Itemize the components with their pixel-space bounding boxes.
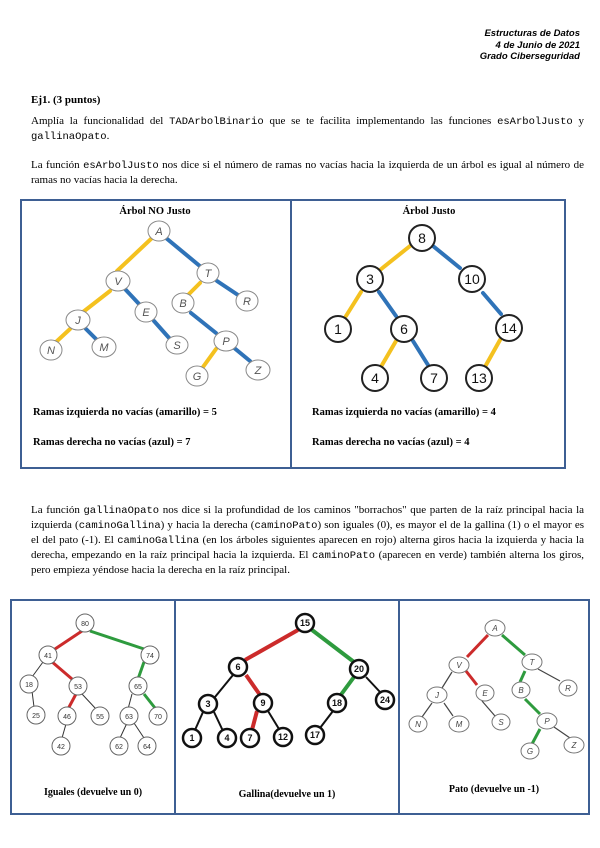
- edge-t-r: [217, 281, 238, 295]
- p3-label-B: B: [518, 686, 524, 695]
- label-6: 6: [400, 321, 408, 337]
- p1-edge-63-62: [120, 723, 127, 738]
- p3-label-V: V: [456, 661, 462, 670]
- p2-edge-9-7: [252, 711, 257, 730]
- p2-edge-20-18: [340, 677, 354, 696]
- label-J: J: [75, 315, 81, 327]
- p2-label-17: 17: [309, 730, 321, 740]
- left-blue-count: Ramas derecha no vacías (azul) = 7: [33, 437, 191, 448]
- code-esarboljusto: esArbolJusto: [497, 116, 573, 128]
- p3-label-P: P: [544, 717, 550, 726]
- document-header: [480, 28, 580, 63]
- edge-a-v: [117, 238, 152, 271]
- justo-trees: [20, 199, 566, 469]
- p3-edge-a-v: [467, 635, 488, 657]
- panel-left-title: Árbol NO Justo: [119, 206, 191, 217]
- p3-edge-p-z: [554, 727, 570, 738]
- p3-label-J: J: [435, 691, 439, 700]
- p2-label-4: 4: [224, 733, 230, 743]
- label-G: G: [192, 371, 202, 383]
- edge-8-3: [380, 246, 410, 270]
- edge-p-z: [233, 347, 250, 361]
- gallina-pato-trees: [10, 599, 590, 815]
- right-yellow-count: Ramas izquierda no vacías (amarillo) = 4: [312, 407, 496, 418]
- p1-label-42: 42: [57, 744, 65, 751]
- p1-label-25: 25: [32, 713, 40, 720]
- caption-pato: Pato (devuelve un -1): [448, 784, 540, 795]
- label-Z: Z: [254, 365, 262, 377]
- p1-label-80: 80: [81, 621, 89, 628]
- label-10: 10: [464, 271, 480, 287]
- caption-iguales: Iguales (devuelve un 0): [43, 787, 143, 798]
- label-N: N: [47, 345, 55, 357]
- p2-edge-6-9: [246, 675, 260, 695]
- p3-edge-b-p: [525, 699, 540, 714]
- p2-label-1: 1: [189, 733, 195, 743]
- label-P: P: [222, 336, 230, 348]
- p2-label-12: 12: [277, 732, 289, 742]
- degree-name: Grado Ciberseguridad: [479, 51, 580, 62]
- p2-edge-6-3: [215, 675, 233, 697]
- p1-label-18: 18: [25, 682, 33, 689]
- p3-label-S: S: [498, 718, 504, 727]
- edge-3-1: [346, 292, 361, 316]
- intro-paragraph: Amplía la funcionalidad del TADArbolBinario que se te facilita implementando las funciones esArbolJusto y gallinaOpato.: [31, 115, 584, 143]
- edge-10-14: [483, 293, 501, 314]
- p1-label-65: 65: [134, 684, 142, 691]
- label-B: B: [179, 298, 187, 310]
- p3-label-N: N: [415, 720, 421, 729]
- p2-edge-3-1: [195, 712, 203, 730]
- p2-label-3: 3: [205, 699, 211, 709]
- p2-label-9: 9: [260, 698, 266, 708]
- edge-v-e: [125, 289, 140, 305]
- p1-label-46: 46: [63, 714, 71, 721]
- p2-edge-15-6: [245, 630, 298, 660]
- p1-label-53: 53: [74, 684, 82, 691]
- label-7: 7: [430, 370, 438, 386]
- p1-edge-80-74: [90, 631, 144, 649]
- definition-esarboljusto: La función esArbolJusto nos dice si el número de ramas no vacías hacia la izquierda de un árbol es igual al número de ramas no vacías hacia la derecha.: [31, 159, 584, 186]
- exam-date: 4 de Junio de 2021: [495, 39, 580, 51]
- p1-edge-74-65: [138, 662, 144, 679]
- p1-edge-65-70: [144, 694, 155, 708]
- p2-label-24: 24: [379, 695, 391, 705]
- p1-edge-80-41: [52, 631, 82, 651]
- p1-label-62: 62: [115, 744, 123, 751]
- p1-label-74: 74: [146, 653, 154, 660]
- p2-label-15: 15: [299, 618, 311, 628]
- label-V: V: [114, 276, 122, 288]
- edge-3-6: [379, 292, 396, 316]
- definition-gallinaopato: La función gallinaOpato nos dice si la profundidad de los caminos "borrachos" que parten de la raíz principal hacia la izquierda (caminoGallina) y hacia la derecha (caminoPato) son iguales (0), es mayor el de la gallina (1) o el mayor es el del pato (-1). El caminoGallina (en los árboles siguientes aparecen en rojo) alterna giros hacia la izquierda y hacia la derecha, empezando en la raíz principal hacia la izquierda. El caminoPato (aparecen en verde) también alterna los giros, pero empieza yéndose hacia la derecha en la raíz principal.: [31, 504, 585, 576]
- p2-label-6: 6: [235, 662, 241, 672]
- p2-edge-9-12: [268, 711, 279, 729]
- course-name: Estructuras de Datos: [484, 28, 580, 39]
- p1-label-64: 64: [143, 744, 151, 751]
- p3-label-Z: Z: [571, 741, 577, 750]
- p2-edge-3-4: [214, 712, 223, 731]
- label-14: 14: [501, 320, 517, 336]
- label-8: 8: [418, 230, 426, 246]
- p1-label-70: 70: [154, 714, 162, 721]
- label-A: A: [155, 226, 163, 238]
- label-4: 4: [371, 370, 379, 386]
- p2-edge-18-17: [320, 711, 333, 728]
- label-13: 13: [471, 370, 487, 386]
- label-E: E: [142, 307, 150, 319]
- p1-edge-46-42: [62, 724, 66, 738]
- p3-edge-j-m: [444, 703, 453, 716]
- code-tad: TADArbolBinario: [169, 116, 264, 128]
- p2-edge-20-24: [366, 677, 380, 692]
- edge-j-n: [56, 329, 70, 342]
- p3-edge-t-r: [538, 669, 560, 681]
- exercise-title: Ej1. (3 puntos): [31, 94, 101, 106]
- edge-14-13: [486, 340, 500, 365]
- p3-label-A: A: [492, 624, 498, 633]
- edge-8-10: [433, 246, 460, 268]
- p1-edge-53-46: [68, 694, 76, 709]
- p3-edge-t-b: [520, 671, 525, 682]
- p2-label-20: 20: [353, 664, 365, 674]
- p1-edge-18-25: [32, 691, 34, 707]
- p2-label-7: 7: [247, 733, 253, 743]
- label-3: 3: [366, 271, 374, 287]
- code-gallinaopato: gallinaOpato: [31, 131, 107, 143]
- label-T: T: [204, 268, 212, 280]
- p3-label-G: G: [526, 747, 534, 756]
- p1-label-63: 63: [125, 714, 133, 721]
- p2-label-18: 18: [331, 698, 343, 708]
- p3-label-T: T: [529, 658, 535, 667]
- p3-label-R: R: [565, 684, 571, 693]
- edge-e-s: [154, 321, 170, 339]
- edge-b-p: [191, 313, 216, 333]
- edge-v-j: [83, 291, 110, 312]
- edge-p-g: [203, 349, 216, 367]
- p1-label-55: 55: [96, 714, 104, 721]
- label-R: R: [243, 296, 251, 308]
- p3-label-E: E: [482, 689, 488, 698]
- edge-6-7: [413, 341, 428, 365]
- p1-label-41: 41: [44, 653, 52, 660]
- p3-edge-a-t: [502, 635, 525, 655]
- label-M: M: [99, 342, 109, 354]
- p3-label-M: M: [455, 720, 463, 729]
- edge-a-t: [166, 238, 201, 267]
- edge-6-4: [382, 341, 396, 365]
- p3-edge-e-s: [482, 701, 495, 716]
- caption-gallina: Gallina(devuelve un 1): [238, 789, 336, 800]
- p1-edge-41-53: [51, 661, 72, 679]
- p3-edge-v-j: [442, 672, 452, 688]
- p2-edge-15-20: [312, 630, 354, 662]
- p1-edge-63-64: [134, 723, 144, 738]
- right-blue-count: Ramas derecha no vacías (azul) = 4: [312, 437, 470, 448]
- label-S: S: [173, 340, 181, 352]
- p3-edge-j-n: [422, 703, 432, 717]
- left-yellow-count: Ramas izquierda no vacías (amarillo) = 5: [33, 407, 217, 418]
- p3-edge-v-e: [466, 671, 477, 685]
- p1-edge-53-55: [82, 694, 96, 709]
- panel-right-title: Árbol Justo: [402, 206, 456, 217]
- label-1: 1: [334, 321, 342, 337]
- p3-edge-p-g: [532, 729, 540, 744]
- edge-t-b: [188, 283, 200, 295]
- p1-edge-41-18: [32, 662, 43, 677]
